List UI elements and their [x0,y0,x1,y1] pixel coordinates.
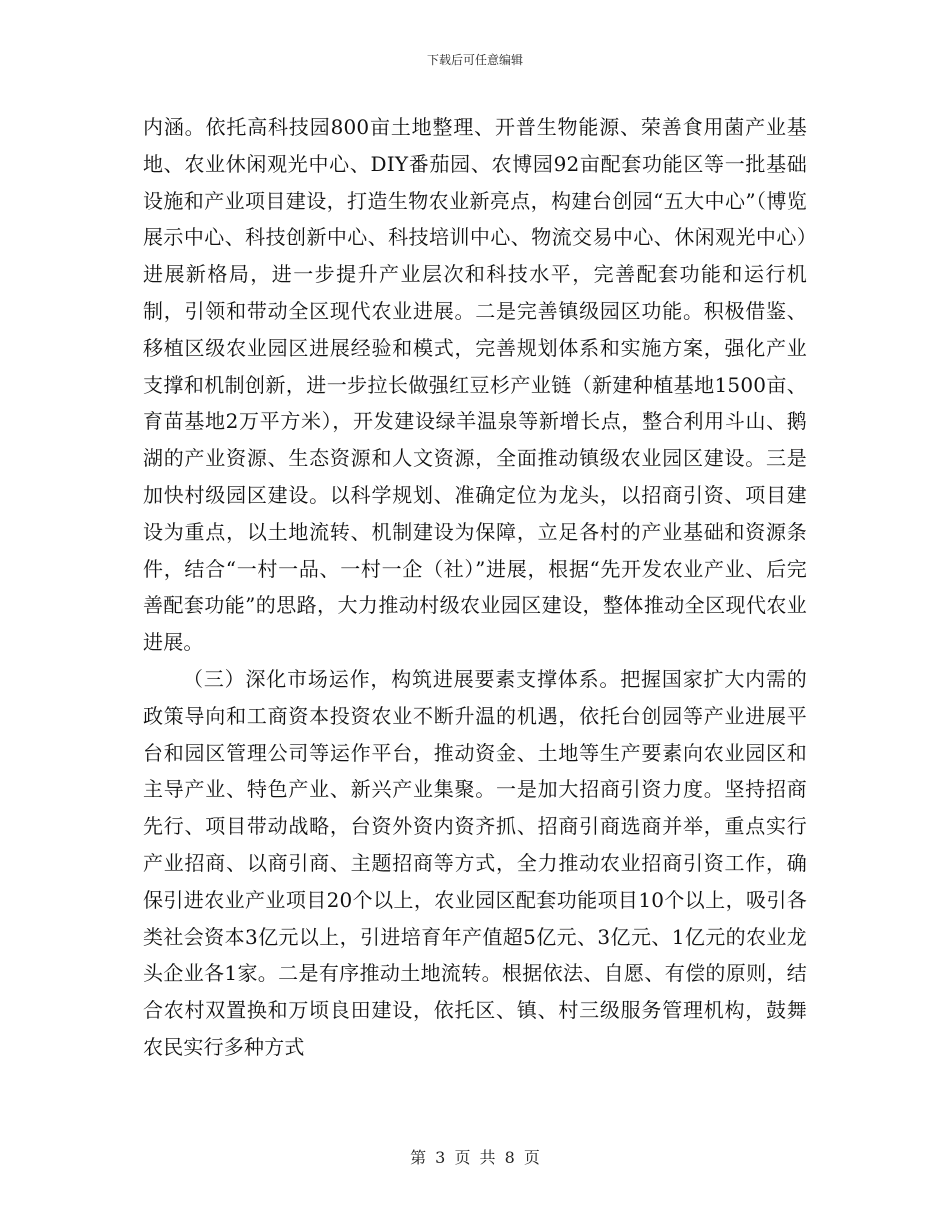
body-paragraph-1: 内涵。依托高科技园800亩土地整理、开普生物能源、荣善食用菌产业基地、农业休闲观光中心、DIY番茄园、农博园92亩配套功能区等一批基础设施和产业项目建设，打造生物农业新亮点，构建台创园“五大中心”（博览展示中心、科技创新中心、科技培训中心、物流交易中心、休闲观光中心）进展新格局，进一步提升产业层次和科技水平，完善配套功能和运行机制，引领和带动全区现代农业进展。二是完善镇级园区功能。积极借鉴、移植区级农业园区进展经验和模式，完善规划体系和实施方案，强化产业支撑和机制创新，进一步拉长做强红豆杉产业链（新建种植基地1500亩、育苗基地2万平方米），开发建设绿羊温泉等新增长点，整合利用斗山、鹅湖的产业资源、生态资源和人文资源，全面推动镇级农业园区建设。三是加快村级园区建设。以科学规划、准确定位为龙头，以招商引资、项目建设为重点，以土地流转、机制建设为保障，立足各村的产业基础和资源条件，结合“一村一品、一村一企（社）”进展，根据“先开发农业产业、后完善配套功能”的思路，大力推动村级农业园区建设，整体推动全区现代农业进展。 [143,115,807,655]
document-body [143,109,807,1066]
page-header: 下载后可任意编辑 [426,53,523,67]
body-paragraph-2: （三）深化市场运作，构筑进展要素支撑体系。把握国家扩大内需的政策导向和工商资本投资农业不断升温的机遇，依托台创园等产业进展平台和园区管理公司等运作平台，推动资金、土地等生产要素向农业园区和主导产业、特色产业、新兴产业集聚。一是加大招商引资力度。坚持招商先行、项目带动战略，台资外资内资齐抓、招商引商选商并举，重点实行产业招商、以商引商、主题招商等方式，全力推动农业招商引资工作，确保引进农业产业项目20个以上，农业园区配套功能项目10个以上，吸引各类社会资本3亿元以上，引进培育年产值超5亿元、3亿元、1亿元的农业龙头企业各1家。二是有序推动土地流转。根据依法、自愿、有偿的原则，结合农村双置换和万顷良田建设，依托区、镇、村三级服务管理机构，鼓舞农民实行多种方式 [143,666,807,1059]
page-footer: 第 3 页 共 8 页 [410,1148,540,1167]
